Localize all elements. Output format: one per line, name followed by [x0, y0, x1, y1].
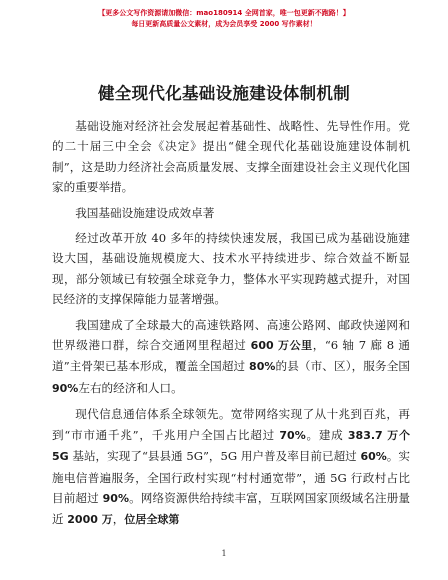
promo-banner — [0, 8, 448, 30]
paragraph-text: 。实施电信普遍服务，全国行政村实现“村村通宽带”，通 5G 行政村占比目前超过 — [52, 449, 410, 505]
body-paragraph — [52, 315, 410, 400]
paragraph-text: ，“6 轴 7 廊 8 通道”主骨架已基本形成，覆盖全国超过 — [52, 338, 411, 374]
emphasized-figure: 80% — [249, 360, 276, 374]
paragraph-text: 现代信息通信体系全球领先。宽带网络实现了从十兆到百兆，再到“市市通千兆”，千兆用户全国占比超过 — [52, 407, 410, 442]
emphasized-figure: 90% — [52, 381, 79, 395]
body-paragraph — [52, 404, 410, 530]
emphasized-figure: 90% — [102, 491, 129, 505]
page-number: 1 — [221, 549, 227, 558]
body-paragraph — [52, 228, 410, 310]
body-paragraph — [52, 116, 410, 198]
promo-banner-line1: 【更多公文写作资源请加微信：mao180914 全网首家，唯一包更新不跑路！】 — [98, 9, 350, 17]
emphasized-figure: 2000 万 — [67, 513, 113, 527]
paragraph-text: 基础设施对经济社会发展起着基础性、战略性、先导性作用。党的二十届三中全会《决定》提出“健全现代化基础设施建设体制机制”，这是助力经济社会高质量发展、支撑全面建设社会主义现代化国家的重要举措。 — [52, 119, 410, 195]
emphasized-figure: 383.7 万个 5G — [52, 428, 411, 464]
paragraph-text: 。网络资源供给持续丰富，互联网国家顶级域名注册量近 — [52, 490, 410, 527]
paragraph-text: 我国建成了全球最大的高速铁路网、高速公路网、邮政快递网和世界级港口群，综合交通网里程超过 — [52, 317, 410, 353]
document-title: 健全现代化基础设施建设体制机制 — [98, 84, 350, 103]
promo-banner-line2: 每日更新高质量公文素材，成为会员享受 2000 写作素材！ — [131, 20, 317, 28]
paragraph-text: 。建成 — [305, 427, 348, 442]
paragraph-text: 经过改革开放 40 多年的持续快速发展，我国已成为基础设施建设大国，基础设施规模庞大、技术水平持续进步、综合效益不断显现，部分领域已有较强全球竞争力，整体水平实现跨越式提升，对国民经济的支撑保障能力显著增强。 — [52, 231, 410, 307]
emphasized-figure: 60% — [360, 450, 387, 464]
emphasized-figure: 70% — [279, 428, 306, 442]
emphasized-figure: 位居全球第 — [124, 513, 180, 527]
paragraph-text: 我国基础设施建设成效卓著 — [75, 205, 215, 220]
paragraph-text: 左右的经济和人口。 — [78, 380, 183, 395]
paragraph-text: ， — [112, 512, 125, 527]
section-heading — [52, 203, 410, 223]
paragraph-text: 的县（市、区），服务全国 — [275, 359, 410, 374]
paragraph-text: 基站，实现了“县县通 5G”，5G 用户普及率目前已超过 — [68, 449, 361, 464]
document-body — [52, 116, 410, 531]
emphasized-figure: 600 万公里 — [250, 339, 313, 353]
